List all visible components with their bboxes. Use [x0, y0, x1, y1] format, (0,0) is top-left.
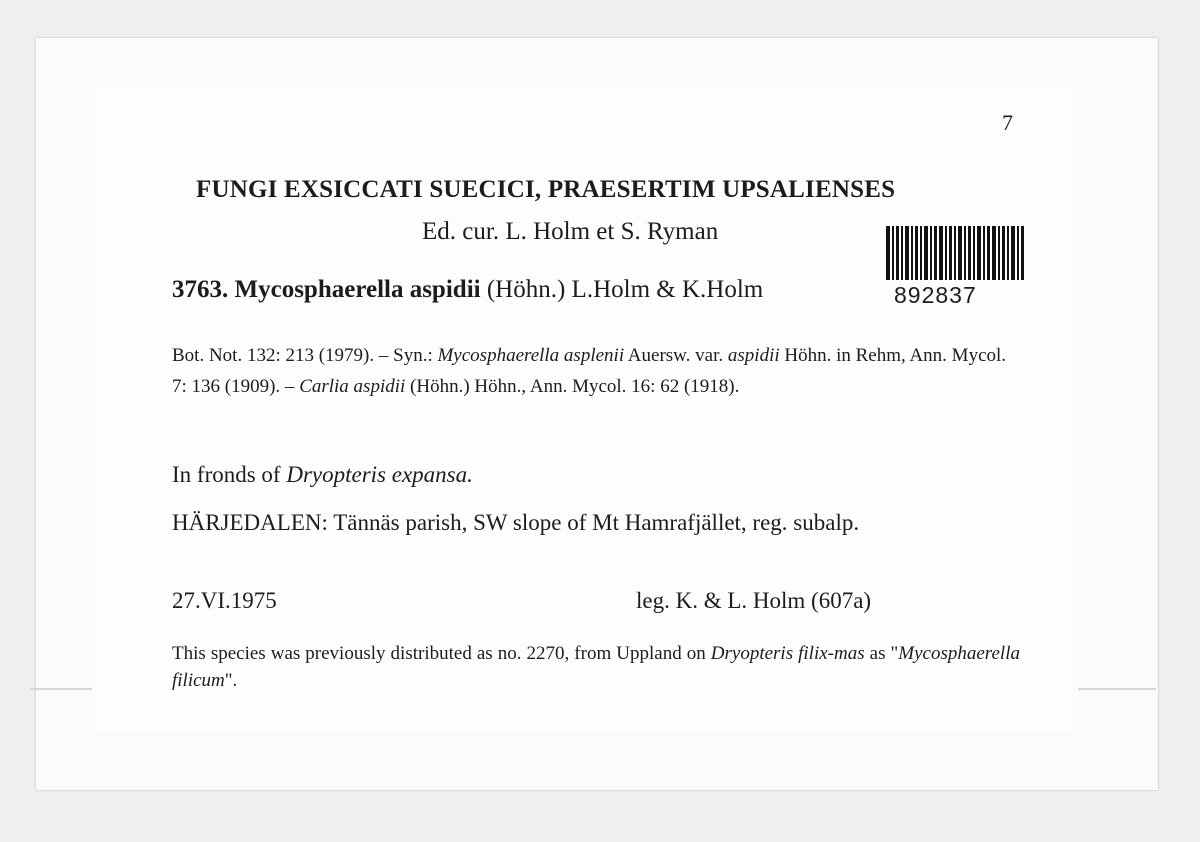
collector: leg. K. & L. Holm (607a) — [636, 588, 872, 613]
species-name: Mycosphaerella aspidii — [234, 276, 481, 303]
host-taxon: Dryopteris expansa. — [286, 462, 473, 487]
note-old-name: Mycosphaerella filicum — [172, 643, 1020, 691]
note-text: This species was previously distributed as no. 2270, from Uppland on — [172, 643, 711, 664]
barcode-bars — [882, 224, 1026, 282]
locality-line: HÄRJEDALEN: Tännäs parish, SW slope of Mt Hamrafjället, reg. subalp. — [172, 510, 860, 535]
reference-text: (Höhn.) Höhn., Ann. Mycol. 16: 62 (1918). — [405, 376, 740, 397]
nomenclature-reference — [172, 340, 1022, 402]
note-host-taxon: Dryopteris filix-mas — [710, 643, 865, 664]
reference-text: Höhn. in Rehm, Ann. Mycol. 7: 136 (1909). – — [172, 345, 1007, 397]
synonym-name: Carlia aspidii — [299, 376, 406, 397]
species-authority: (Höhn.) L.Holm & K.Holm — [486, 276, 764, 303]
species-line — [172, 276, 763, 304]
page-number: 7 — [1002, 110, 1013, 135]
exsiccata-number: 3763. — [172, 276, 229, 303]
reference-text: Auersw. var. — [624, 345, 728, 366]
barcode — [880, 224, 1030, 310]
note-text: as " — [864, 643, 899, 664]
host-line — [172, 462, 473, 488]
editors-line: Ed. cur. L. Holm et S. Ryman — [422, 218, 719, 245]
reference-text: Bot. Not. 132: 213 (1979). – Syn.: — [172, 345, 438, 366]
note-text: ". — [224, 670, 238, 691]
collection-date: 27.VI.1975 — [172, 588, 277, 613]
synonym-name: Mycosphaerella asplenii — [437, 345, 625, 366]
series-title: FUNGI EXSICCATI SUECICI, PRAESERTIM UPSALIENSES — [196, 176, 896, 203]
synonym-variety: aspidii — [727, 345, 780, 366]
barcode-number: 892837 — [894, 282, 977, 308]
host-prefix: In fronds of — [172, 462, 287, 487]
distribution-note — [172, 640, 1020, 694]
